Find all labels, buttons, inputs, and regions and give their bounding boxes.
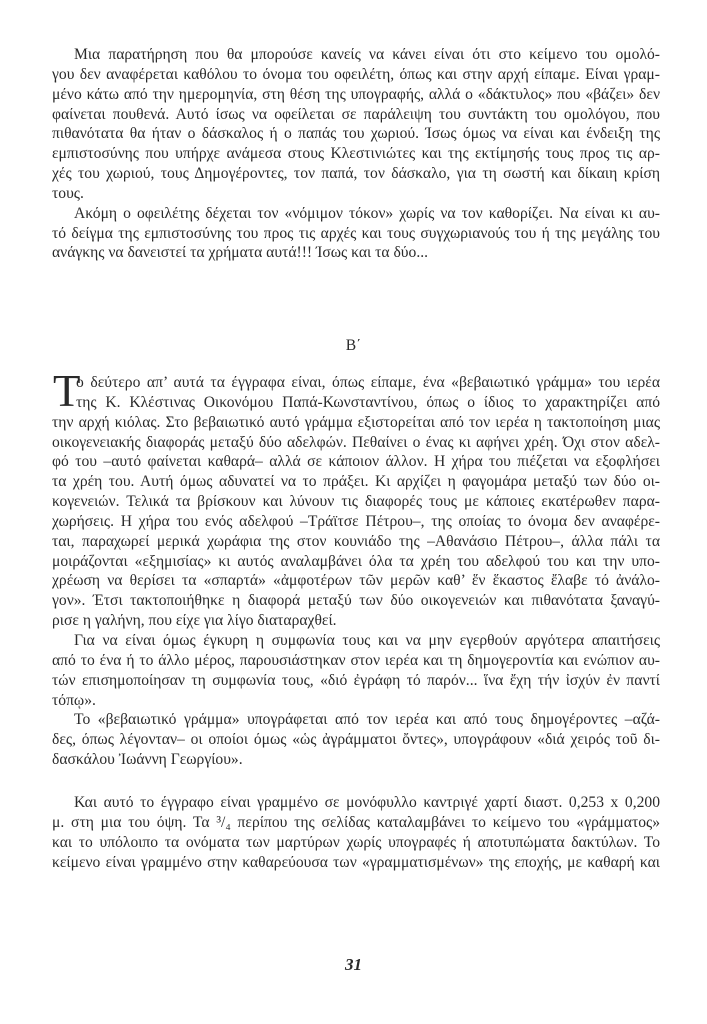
text-line: Για να είναι όμως έγκυρη η συμφωνία τους και να μην εγερθούν αργότερα απαιτήσεις — [74, 631, 660, 649]
text-line: τόπῳ». — [52, 691, 96, 709]
text-line: πιθανότατα θα ήταν ο δάσκαλος ή ο παπάς του χωριού. Ίσως όμως να είναι και ένδειξη της — [52, 125, 660, 143]
text-line: φό του –αυτό φαίνεται καθαρά– αλλά σε κάποιον άλλον. Η χήρα του πιέζεται να εξοφλήσει — [52, 453, 660, 471]
page-number: 31 — [345, 955, 362, 974]
section-a-text — [52, 45, 660, 263]
text-line: μένο κάτω από την ημερομηνία, στη θέση της υπογραφής, αλλά ο «δάκτυλος» που «βάζει» δεν — [52, 85, 660, 103]
text-line: ο δεύτερο απ’ αυτά τα έγγραφα είναι, όπως είπαμε, ένα «βεβαιωτικό γράμμα» του ιερέα — [76, 374, 660, 391]
text-line: γον». Έτσι τακτοποιήθηκε η διαφορά μεταξύ των δύο οικογενειών και πιθανότατα ξαναγύ- — [52, 592, 660, 610]
text-line: Μια παρατήρηση που θα μπορούσε κανείς να κάνει είναι ότι στο κείμενο του ομολό- — [74, 46, 660, 63]
text-line: χρέωση να θερίσει τα «σπαρτά» «ἀμφοτέρων τῶν μερῶν καθ’ ἕν ἕκαστος ἔλαβε τό ἀνάλο- — [52, 572, 660, 590]
text-line: μοιράζονται «εξημισίας» κι αυτός αναλαμβάνει όλα τα χρέη του αδελφού του και την υπο- — [52, 552, 660, 570]
text-line: χωρήσεις. Η χήρα του ενός αδελφού –Τράϊτσε Πέτρου–, της οποίας το όνομα δεν αναφέρε- — [52, 512, 660, 530]
drop-cap: Τ — [53, 366, 81, 416]
text-line: κείμενο είναι γραμμένο στην καθαρεύουσα των «γραμματισμένων» της εποχής, με καθαρή και — [52, 853, 660, 871]
text-line: τό δείγμα της εμπιστοσύνης του προς τις αρχές και τους συγχωριανούς του ή της μεγάλης του — [52, 224, 660, 242]
text-line: την αρχή κιόλας. Στο βεβαιωτικό αυτό γράμμα εξιστορείται από τον ιερέα η τακτοποίηση μιας — [52, 413, 660, 431]
text-line: γου δεν αναφέρεται καθόλου το όνομα του οφειλέτη, όπως και στην αρχή είπαμε. Είναι γραμ- — [52, 65, 660, 83]
text-line: και το υπόλοιπο τα ονόματα των μαρτύρων χωρίς υπογραφές ή αποτυπώματα δακτύλων. Το — [52, 833, 660, 851]
text-line: τους. — [52, 184, 84, 202]
text-line: ρισε η γαλήνη, που είχε για λίγο διαταραχθεί. — [52, 612, 337, 630]
text-line: Το «βεβαιωτικό γράμμα» υπογράφεται από τον ιερέα και από τους δημογέροντες –αζά- — [74, 711, 660, 729]
section-heading: Β΄ — [345, 337, 362, 354]
text-line: οικογενειακής διαφοράς μεταξύ δύο αδελφών. Πεθαίνει ο ένας κι αφήνει χρέη. Όχι στον αδελ- — [52, 433, 660, 451]
section-c-text — [52, 793, 660, 872]
text-line: τών επισημοποίησαν τη συμφωνία τους, «διό ἐγράφη τό παρόν... ἵνα ἔχη τήν ἰσχύν ἐν παντί — [52, 671, 660, 689]
section-b-text — [52, 373, 660, 770]
text-line: εμπιστοσύνης που υπήρχε ανάμεσα στους Κλεστινιώτες και της εκτίμησής τους προς τις αρ- — [52, 145, 660, 163]
text-line: χές του χωριού, τους Δημογέροντες, τον παπά, τον δάσκαλο, για τη σωστή και δίκαιη κρίση — [52, 165, 660, 183]
text-line: δες, όπως λέγονταν– οι οποίοι όμως «ὡς ἀγράμματοι ὄντες», υπογράφουν «διά χειρός τοῦ δι- — [52, 731, 660, 749]
text-line: ανάγκης να δανειστεί τα χρήματα αυτά!!! Ίσως και τα δύο... — [52, 244, 429, 262]
text-line: από το ένα ή το άλλο μέρος, παρουσιάστηκαν στον ιερέα και τη δημογεροντία και ενώπιον αυ- — [52, 651, 660, 669]
text-line: δασκάλου Ἰωάννη Γεωργίου». — [52, 751, 243, 769]
text-line: ται, παραχωρεί μερικά χωράφια της στον κουνιάδο της –Αθανάσιο Πέτρου–, άλλα πάλι τα — [52, 532, 660, 550]
text-line: μ. στη μια του όψη. Τα ³/₄ περίπου της σελίδας καταλαμβάνει το κείμενο του «γράμματος» — [52, 813, 660, 831]
text-line: Ακόμη ο οφειλέτης δέχεται τον «νόμιμον τόκον» χωρίς να τον καθορίζει. Να είναι κι αυ- — [74, 204, 660, 222]
text-line: κογενειών. Τελικά τα βρίσκουν και λύνουν τις διαφορές τους με κάποιες εκατέρωθεν παρα- — [52, 493, 660, 511]
text-line: Και αυτό το έγγραφο είναι γραμμένο σε μονόφυλλο καντριγέ χαρτί διαστ. 0,253 x 0,200 — [74, 794, 660, 811]
text-line: φαίνεται πουθενά. Αυτό ίσως να οφείλεται σε παράλειψη του συντάκτη του ομολόγου, που — [52, 105, 660, 123]
text-line: τα χρέη του. Αυτή όμως αδυνατεί να το πράξει. Κι αρχίζει η φαγομάρα μεταξύ των δύο οι- — [52, 473, 660, 491]
text-line: της Κ. Κλέστινας Οικονόμου Παπά-Κωνσταντίνου, όπως ο ίδιος το χαρακτηρίζει από — [76, 393, 660, 411]
